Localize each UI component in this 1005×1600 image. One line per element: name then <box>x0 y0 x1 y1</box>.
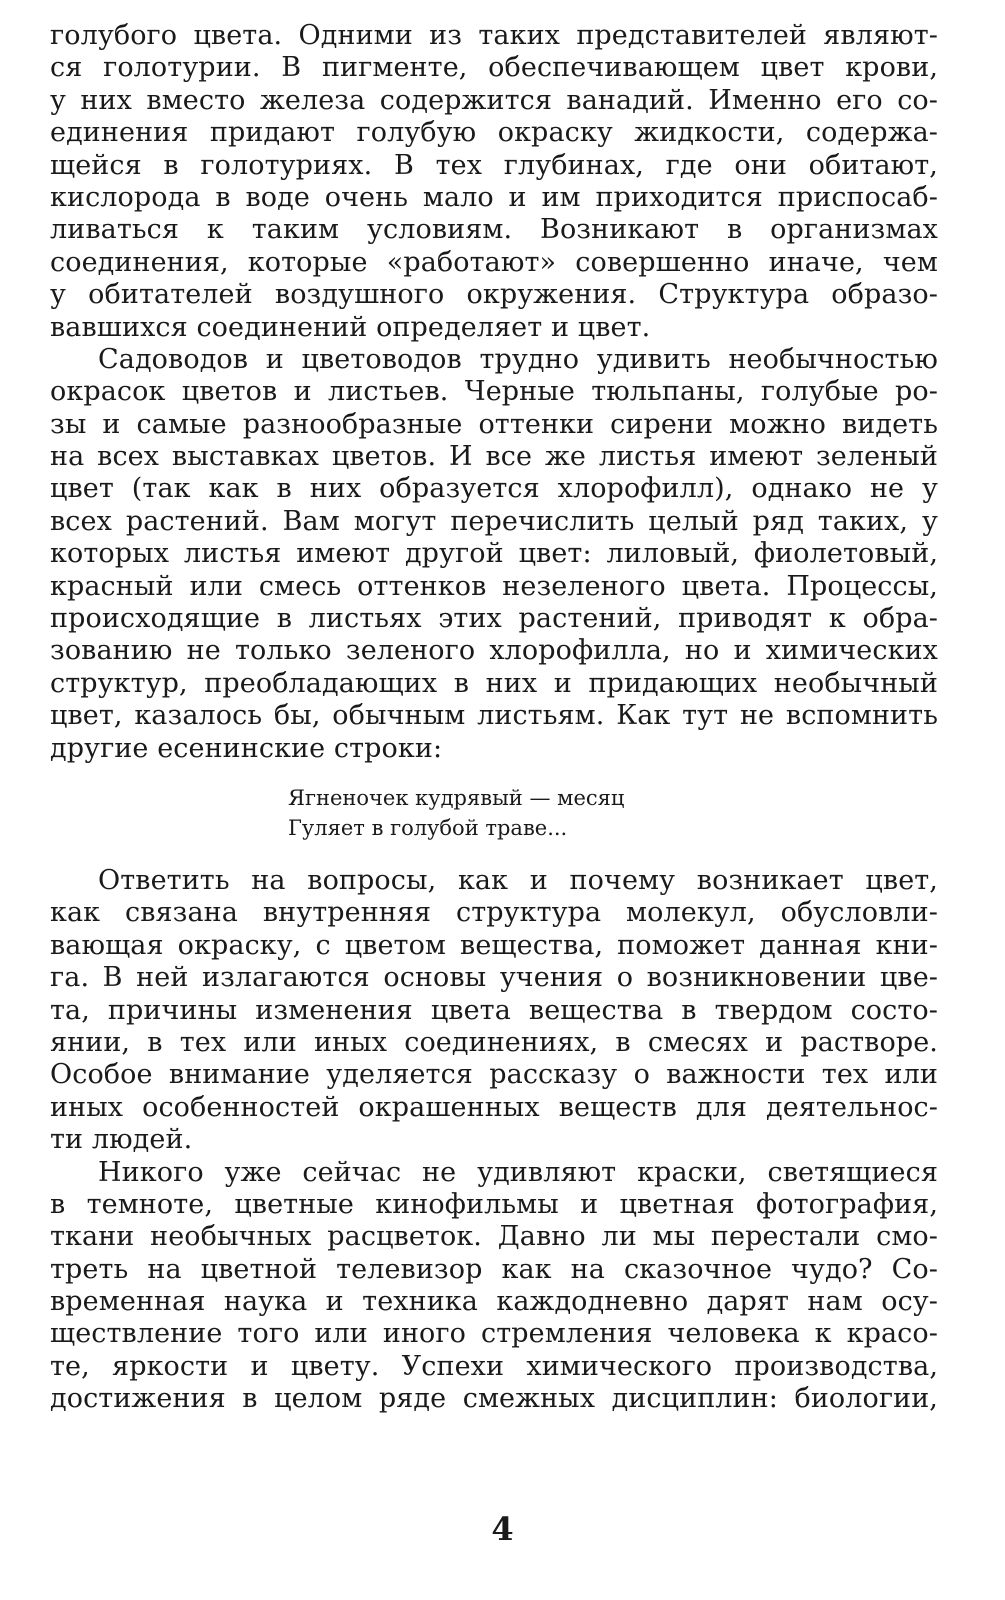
paragraph-2 <box>50 344 938 765</box>
text-line: структур, преобладающих в них и придающих необычный <box>50 667 938 699</box>
text-line: которых листья имеют другой цвет: лиловый, фиолетовый, <box>50 538 938 570</box>
text-line: в темноте, цветные кинофильмы и цветная фотография, <box>50 1188 938 1220</box>
page-number: 4 <box>491 1510 514 1548</box>
text-line: голубого цвета. Одними из таких представителей являют- <box>50 20 938 51</box>
text-line: соединения, которые «работают» совершенно иначе, чем <box>50 246 938 278</box>
text-line: вавшихся соединений определяет и цвет. <box>50 311 651 343</box>
text-line: ливаться к таким условиям. Возникают в организмах <box>50 214 938 246</box>
text-line: га. В ней излагаются основы учения о возникновении цве- <box>50 962 938 994</box>
text-line: та, причины изменения цвета вещества в твердом состо- <box>50 994 938 1026</box>
text-line: у них вместо железа содержится ванадий. Именно его со- <box>50 84 938 116</box>
text-line: Ответить на вопросы, как и почему возникает цвет, <box>98 864 938 896</box>
text-line: Особое внимание уделяется рассказу о важности тех или <box>50 1059 938 1091</box>
text-line: щейся в голотуриях. В тех глубинах, где они обитают, <box>50 149 938 181</box>
text-line: зы и самые разнообразные оттенки сирени можно видеть <box>50 408 938 440</box>
text-line: Садоводов и цветоводов трудно удивить необычностью <box>98 343 938 375</box>
verse-line: Ягненочек кудрявый — месяц <box>288 785 625 810</box>
text-line: ся голотурии. В пигменте, обеспечивающем цвет крови, <box>50 52 938 84</box>
text-line: зованию не только зеленого хлорофилла, но и химических <box>50 635 938 667</box>
text-line: треть на цветной телевизор как на сказочное чудо? Со- <box>50 1253 938 1285</box>
text-line: на всех выставках цветов. И все же листья имеют зеленый <box>50 441 938 473</box>
text-line: ществление того или иного стремления человека к красо- <box>50 1318 938 1350</box>
text-line: цвет, казалось бы, обычным листьям. Как тут не вспомнить <box>50 700 938 732</box>
text-line: те, яркости и цвету. Успехи химического производства, <box>50 1350 938 1382</box>
text-line: другие есенинские строки: <box>50 732 443 764</box>
verse-line: Гуляет в голубой траве... <box>288 815 568 840</box>
text-line: янии, в тех или иных соединениях, в смесях и растворе. <box>50 1026 938 1058</box>
paragraph-4 <box>50 1157 938 1416</box>
text-line: у обитателей воздушного окружения. Структура образо- <box>50 279 938 311</box>
text-line: ткани необычных расцветок. Давно ли мы перестали смо- <box>50 1221 938 1253</box>
text-line: достижения в целом ряде смежных дисциплин: биологии, <box>50 1383 938 1415</box>
text-line: цвет (так как в них образуется хлорофилл), однако не у <box>50 473 938 505</box>
paragraph-1 <box>50 20 938 344</box>
verse-quote <box>50 783 938 843</box>
text-line: временная наука и техника каждодневно дарят нам осу- <box>50 1286 938 1318</box>
text-line: как связана внутренняя структура молекул, обусловли- <box>50 897 938 929</box>
text-line: вающая окраску, с цветом вещества, поможет данная кни- <box>50 929 938 961</box>
text-line: происходящие в листьях этих растений, приводят к обра- <box>50 603 938 635</box>
text-line: кислорода в воде очень мало и им приходится приспосаб- <box>50 181 938 213</box>
text-line: окрасок цветов и листьев. Черные тюльпаны, голубые ро- <box>50 376 938 408</box>
text-line: ти людей. <box>50 1124 193 1156</box>
paragraph-3 <box>50 865 938 1157</box>
text-line: всех растений. Вам могут перечислить целый ряд таких, у <box>50 505 938 537</box>
text-line: единения придают голубую окраску жидкости, содержа- <box>50 117 938 149</box>
text-line: красный или смесь оттенков незеленого цвета. Процессы, <box>50 570 938 602</box>
book-page <box>50 20 938 1416</box>
text-line: иных особенностей окрашенных веществ для деятельнос- <box>50 1091 938 1123</box>
text-line: Никого уже сейчас не удивляют краски, светящиеся <box>98 1156 938 1188</box>
